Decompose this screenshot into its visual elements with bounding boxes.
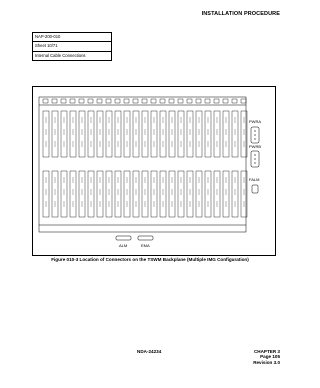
- slot-pin-marker: [160, 99, 165, 103]
- slot-pin-marker: [214, 99, 219, 103]
- doc-number: NAP-200-010: [33, 33, 111, 42]
- backplane-diagram: [32, 86, 276, 256]
- slot-pin-marker: [52, 99, 57, 103]
- slot-pin-marker: [124, 99, 129, 103]
- footer-page-info: [253, 349, 280, 365]
- slot-pin-marker: [232, 99, 237, 103]
- ema-connector: [138, 236, 153, 240]
- slot-pin-marker: [142, 99, 147, 103]
- falm-connector: [252, 185, 258, 193]
- slot-pin-marker: [241, 99, 246, 103]
- slot-pin-marker: [79, 99, 84, 103]
- slot-pin-marker: [196, 99, 201, 103]
- slot-pin-marker: [178, 99, 183, 103]
- slot-pin-marker: [223, 99, 228, 103]
- slot-pin-marker: [61, 99, 66, 103]
- ema-label: EMA: [141, 243, 150, 248]
- subject: Internal Cable Connections: [35, 52, 86, 58]
- backplane-drawing: [33, 87, 275, 255]
- slot-pin-marker: [205, 99, 210, 103]
- slot-pin-marker: [70, 99, 75, 103]
- pwrb-label: PWRB: [249, 144, 261, 149]
- page-header-title: INSTALLATION PROCEDURE: [201, 11, 280, 17]
- slot-pin-marker: [88, 99, 93, 103]
- slot-pin-marker: [115, 99, 120, 103]
- falm-label: FALM: [249, 177, 260, 182]
- slot-pin-marker: [169, 99, 174, 103]
- footer-chapter: CHAPTER 3: [253, 349, 280, 354]
- alm-label: ALM: [119, 243, 128, 248]
- slot-pin-marker: [97, 99, 102, 103]
- pwra-label: PWRA: [249, 119, 261, 124]
- sheet-number: Sheet 10/71: [33, 42, 111, 51]
- slot-pin-marker: [106, 99, 111, 103]
- footer-revision: Revision 3.0: [253, 359, 280, 365]
- footer-page: Page 105: [260, 354, 280, 360]
- figure-caption: Figure 010-3 Location of Connectors on the TSWM Backplane (Multiple IMG Configuration): [51, 257, 249, 262]
- slot-pin-marker: [133, 99, 138, 103]
- slot-pin-marker: [43, 99, 48, 103]
- footer-doc-id: NDA-24234: [137, 349, 162, 354]
- info-box: [32, 32, 112, 61]
- slot-pin-marker: [151, 99, 156, 103]
- slot-pin-marker: [187, 99, 192, 103]
- alm-connector: [116, 236, 131, 240]
